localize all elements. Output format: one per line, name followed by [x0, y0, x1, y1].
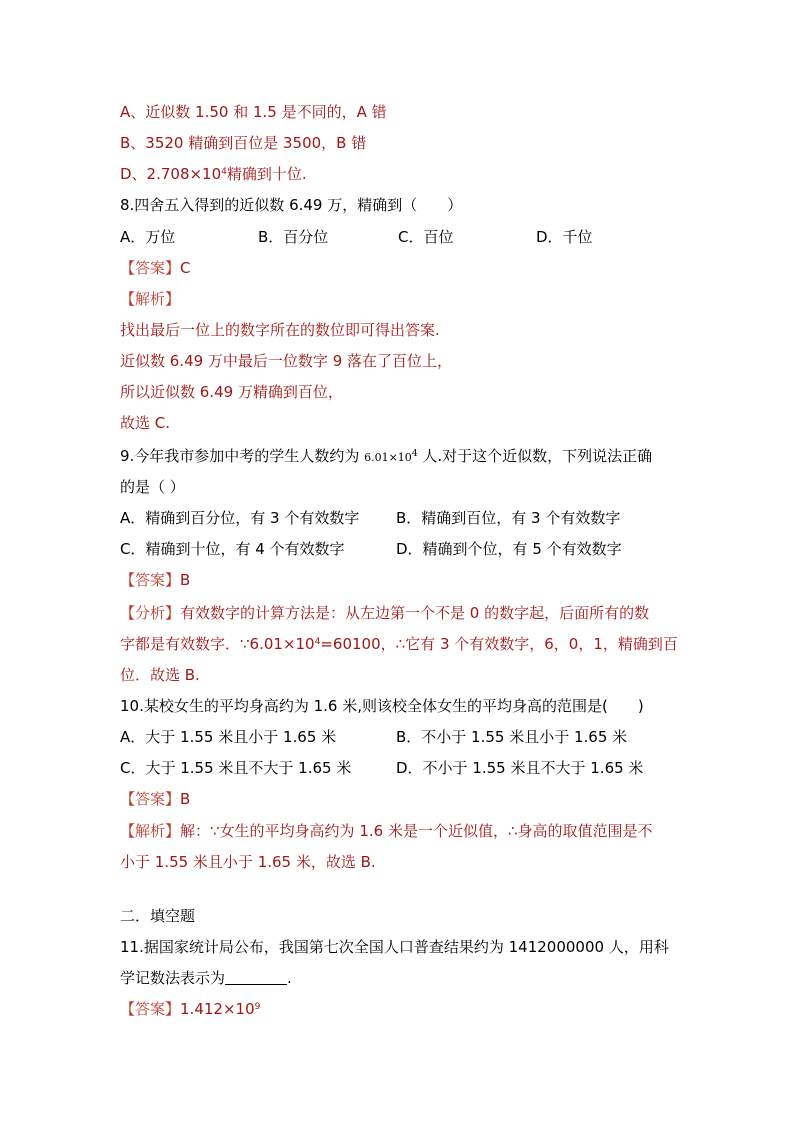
q8-analysis-line-2: 近似数 6.49 万中最后一位数字 9 落在了百位上，: [120, 352, 453, 370]
answer-tag: 【答案】: [120, 790, 181, 808]
answer-tag: 【答案】: [120, 571, 181, 589]
q8-option-c: C．百位: [398, 228, 454, 246]
q10-analysis-line-2: 小于 1.55 米且小于 1.65 米，故选 B.: [120, 853, 376, 871]
q8-options: [120, 227, 680, 247]
q8-option-b: B．百分位: [258, 228, 329, 246]
q10-option-d: D．不小于 1.55 米且不大于 1.65 米: [396, 759, 644, 777]
q8-analysis-line-3: 所以近似数 6.49 万精确到百位，: [120, 383, 343, 401]
q9-options-row-1: [120, 508, 680, 528]
q9-option-a: A．精确到百分位，有 3 个有效数字: [120, 509, 360, 527]
answer-tag: 【答案】: [120, 259, 181, 277]
answer-tag: 【答案】: [120, 1000, 181, 1018]
answer-value: B: [180, 790, 191, 808]
prev-option-d-explanation: D、$2.708\times 10^4$精确到十位.: [120, 165, 307, 183]
analysis-tag: 【分析】: [120, 604, 181, 622]
q11-stem-line-2: 学记数法表示为 .: [120, 969, 292, 987]
q9-option-b: B．精确到百位，有 3 个有效数字: [396, 509, 621, 527]
answer-blank: [225, 970, 287, 985]
q9-option-d: D．精确到个位，有 5 个有效数字: [396, 540, 622, 558]
q9-stem-line-1: 9.今年我市参加中考的学生人数约为 $6.01\times 10^4$ 人.对于这个近似数，下列说法正确: [120, 447, 653, 465]
q8-analysis-line-1: 找出最后一位上的数字所在的数位即可得出答案.: [120, 321, 440, 339]
q10-option-c: C．大于 1.55 米且不大于 1.65 米: [120, 759, 352, 777]
q8-answer: [120, 258, 191, 278]
q9-stem-line-2: 的是（ ）: [120, 478, 185, 496]
prev-option-b-explanation: B、3520 精确到百位是 3500，B 错: [120, 134, 367, 152]
q10-options-row-2: [120, 758, 680, 778]
q8-stem: 8.四舍五入得到的近似数 6.49 万，精确到（ ）: [120, 196, 463, 214]
q8-analysis-line-4: 故选 C.: [120, 414, 171, 432]
q10-option-a: A．大于 1.55 米且小于 1.65 米: [120, 728, 337, 746]
q8-analysis-tag: 【解析】: [120, 290, 181, 308]
analysis-tag: 【解析】: [120, 822, 181, 840]
q11-stem-line-1: 11.据国家统计局公布，我国第七次全国人口普查结果约为 1412000000 人，用科: [120, 938, 669, 956]
q11-answer: [120, 999, 260, 1019]
q8-option-d: D．千位: [536, 228, 593, 246]
q10-options-row-1: [120, 727, 680, 747]
q10-analysis-line-1: 【解析】解：∵女生的平均身高约为 1.6 米是一个近似值，∴身高的取值范围是不: [120, 822, 653, 840]
q9-answer: [120, 570, 190, 590]
q9-analysis-line-1: 【分析】有效数字的计算方法是：从左边第一个不是 0 的数字起，后面所有的数: [120, 604, 650, 622]
q10-stem: 10.某校女生的平均身高约为 1.6 米,则该校全体女生的平均身高的范围是( ): [120, 697, 644, 715]
answer-value: B: [180, 571, 191, 589]
prev-option-a-explanation: A、近似数 1.50 和 1.5 是不同的，A 错: [120, 103, 387, 121]
q9-analysis-line-2: 字都是有效数字．$\because 6.01\times 10^4=60100$，∴它有 3 个有效数字，6，0，1，精确到百: [120, 635, 678, 653]
section-title-fill-in: 二．填空题: [120, 907, 196, 925]
answer-value: $1.412\times 10^9$: [180, 1000, 261, 1018]
q8-option-a: A．万位: [120, 228, 176, 246]
q10-answer: [120, 789, 190, 809]
q10-option-b: B．不小于 1.55 米且小于 1.65 米: [396, 728, 628, 746]
q9-option-c: C．精确到十位，有 4 个有效数字: [120, 540, 345, 558]
q9-number: $6.01\times 10^4$: [364, 449, 418, 464]
answer-value: C: [180, 259, 191, 277]
q9-analysis-line-3: 位．故选 B.: [120, 666, 200, 684]
q9-options-row-2: [120, 539, 680, 559]
